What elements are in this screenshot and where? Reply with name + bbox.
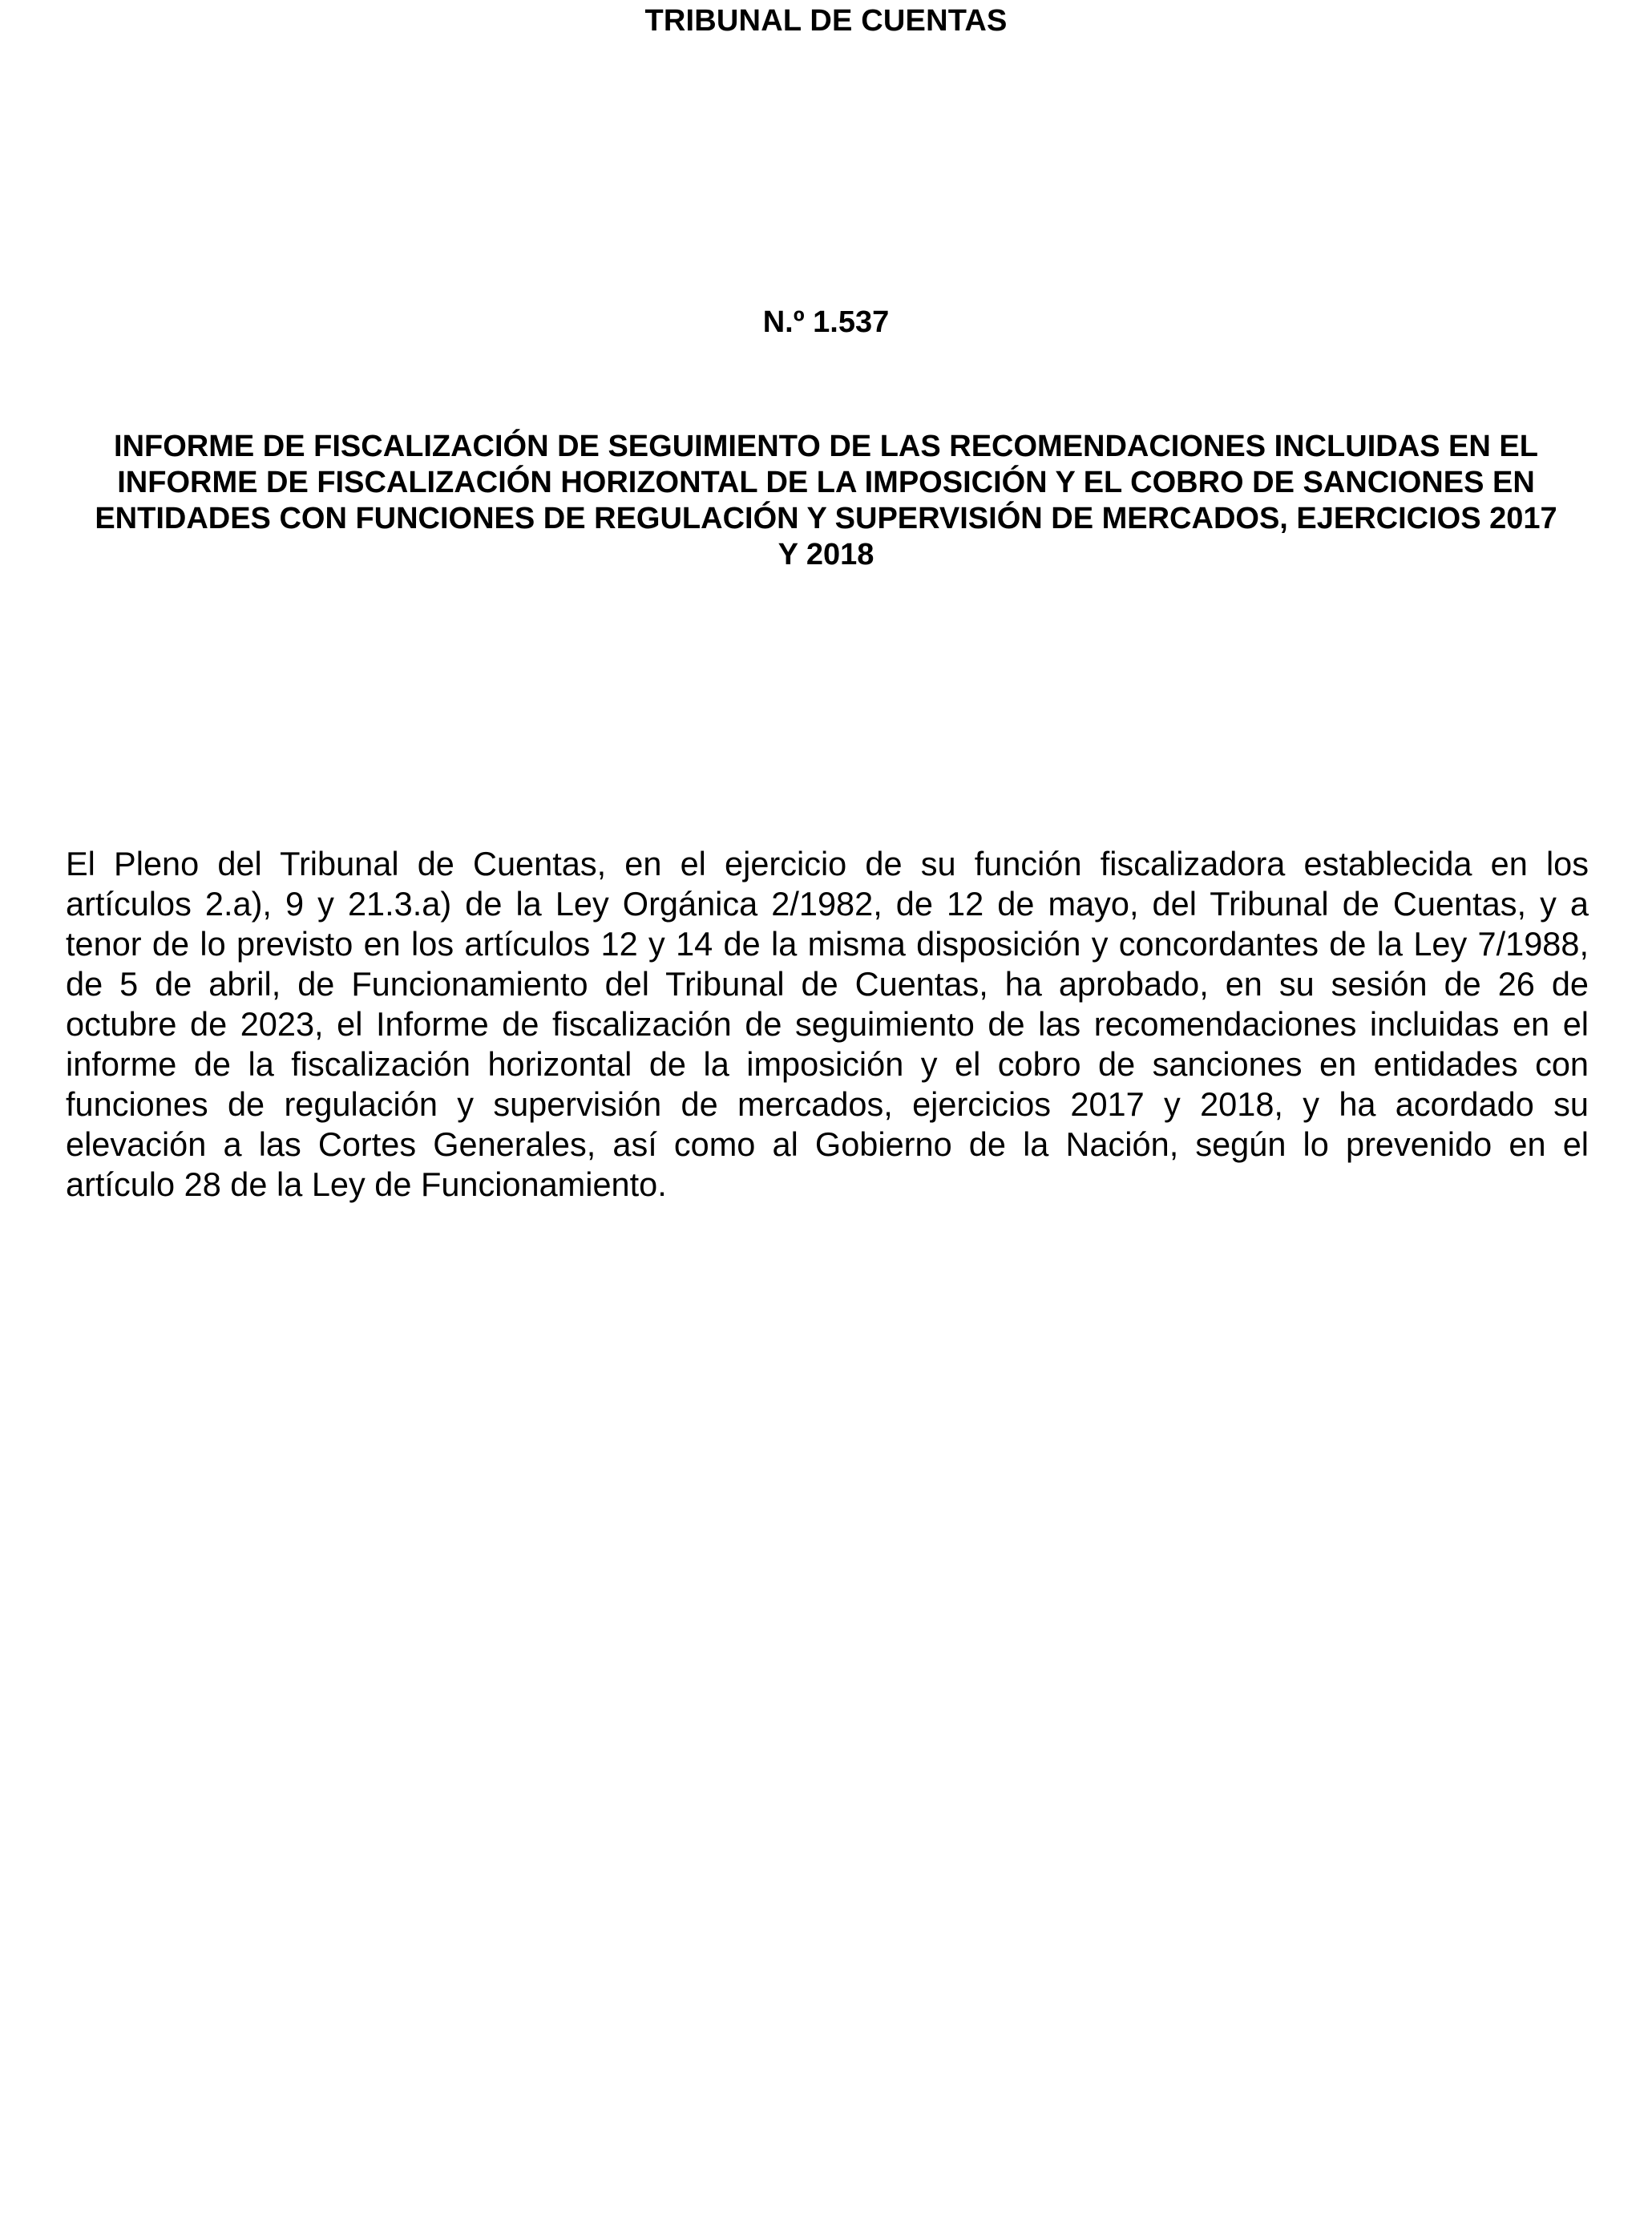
institution-header: TRIBUNAL DE CUENTAS — [644, 4, 1008, 38]
report-title-line: INFORME DE FISCALIZACIÓN HORIZONTAL DE LA IMPOSICIÓN Y EL COBRO DE SANCIONES EN — [117, 466, 1535, 499]
approval-paragraph — [66, 844, 1589, 1205]
paragraph-line: octubre de 2023, el Informe de fiscalización de seguimiento de las recomendaciones incluidas en el — [66, 1005, 1589, 1043]
paragraph-line: informe de la fiscalización horizontal de la imposición y el cobro de sanciones en entidades con — [66, 1045, 1589, 1083]
paragraph-line: tenor de lo previsto en los artículos 12 y 14 de la misma disposición y concordantes de la Ley 7/1988, — [66, 925, 1589, 963]
paragraph-line: elevación a las Cortes Generales, así como al Gobierno de la Nación, según lo prevenido en el — [66, 1125, 1589, 1163]
paragraph-line: artículos 2.a), 9 y 21.3.a) de la Ley Orgánica 2/1982, de 12 de mayo, del Tribunal de Cuentas, y a — [66, 885, 1589, 923]
report-number: N.º 1.537 — [762, 305, 890, 339]
report-title-line: ENTIDADES CON FUNCIONES DE REGULACIÓN Y SUPERVISIÓN DE MERCADOS, EJERCICIOS 2017 — [95, 502, 1557, 535]
paragraph-line: artículo 28 de la Ley de Funcionamiento. — [66, 1165, 667, 1203]
paragraph-line: de 5 de abril, de Funcionamiento del Tribunal de Cuentas, ha aprobado, en su sesión de 26 de — [66, 965, 1589, 1003]
paragraph-line: El Pleno del Tribunal de Cuentas, en el ejercicio de su función fiscalizadora establecida en los — [66, 845, 1589, 882]
report-title — [63, 429, 1589, 573]
report-title-line: Y 2018 — [778, 538, 874, 571]
report-title-line: INFORME DE FISCALIZACIÓN DE SEGUIMIENTO DE LAS RECOMENDACIONES INCLUIDAS EN EL — [114, 430, 1538, 463]
paragraph-line: funciones de regulación y supervisión de mercados, ejercicios 2017 y 2018, y ha acordado su — [66, 1085, 1589, 1123]
